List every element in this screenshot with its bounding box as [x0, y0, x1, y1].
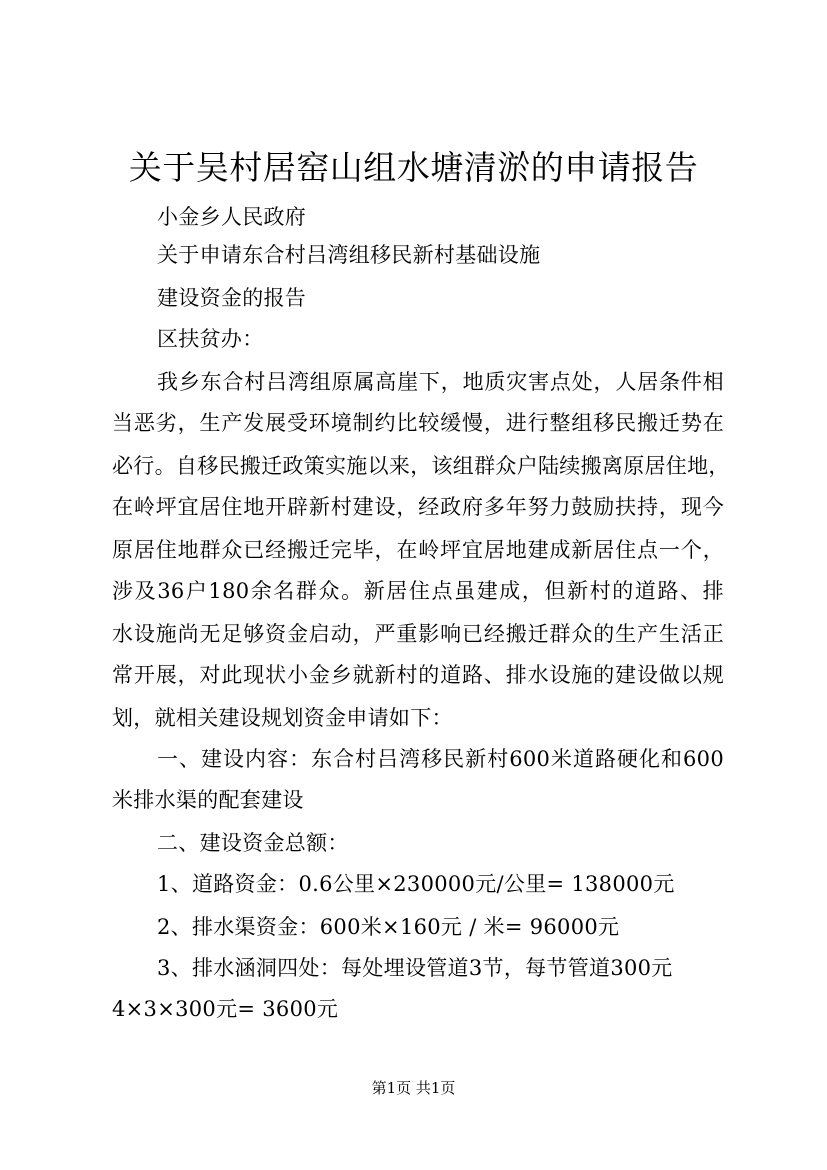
addressee-line: 区扶贫办：: [157, 327, 264, 351]
construction-content-line: 米排水渠的配套建设: [112, 788, 304, 812]
total-funds-heading: 二、建设资金总额：: [157, 831, 349, 855]
body-line: 在岭坪宜居住地开辟新村建设，经政府多年努力鼓励扶持，现今: [112, 495, 724, 519]
culvert-funds-line: 3、排水涵洞四处：每处埋设管道3节，每节管道300元: [157, 956, 673, 980]
body-line: 常开展，对此现状小金乡就新村的道路、排水设施的建设做以规: [112, 663, 724, 687]
body-line: 必行。自移民搬迁政策实施以来，该组群众户陆续搬离原居住地，: [112, 454, 730, 478]
body-line: 涉及36户180余名群众。新居住点虽建成，但新村的道路、排: [112, 579, 724, 603]
page-footer: 第1页 共1页: [371, 1079, 456, 1097]
body-line: 原居住地群众已经搬迁完毕，在岭坪宜居地建成新居住点一个，: [112, 538, 724, 562]
body-line: 水设施尚无足够资金启动，严重影响已经搬迁群众的生产生活正: [112, 622, 724, 646]
body-line: 划，就相关建设规划资金申请如下：: [112, 706, 453, 730]
subject-line-1: 关于申请东合村吕湾组移民新村基础设施: [157, 243, 541, 267]
construction-content-line: 一、建设内容：东合村吕湾移民新村600米道路硬化和600: [157, 747, 724, 771]
body-line: 当恶劣，生产发展受环境制约比较缓慢，进行整组移民搬迁势在: [112, 411, 724, 435]
road-funds-line: 1、道路资金：0.6公里×230000元/公里= 138000元: [157, 872, 675, 896]
document-title: 关于吴村居窑山组水塘清淤的申请报告: [128, 148, 699, 187]
subject-line-2: 建设资金的报告: [157, 286, 307, 310]
body-line: 我乡东合村吕湾组原属高崖下，地质灾害点处，人居条件相: [157, 370, 724, 394]
drainage-funds-line: 2、排水渠资金：600米×160元 / 米= 96000元: [157, 915, 620, 939]
culvert-funds-calculation: 4×3×300元= 3600元: [112, 997, 339, 1021]
recipient-line: 小金乡人民政府: [157, 205, 307, 229]
